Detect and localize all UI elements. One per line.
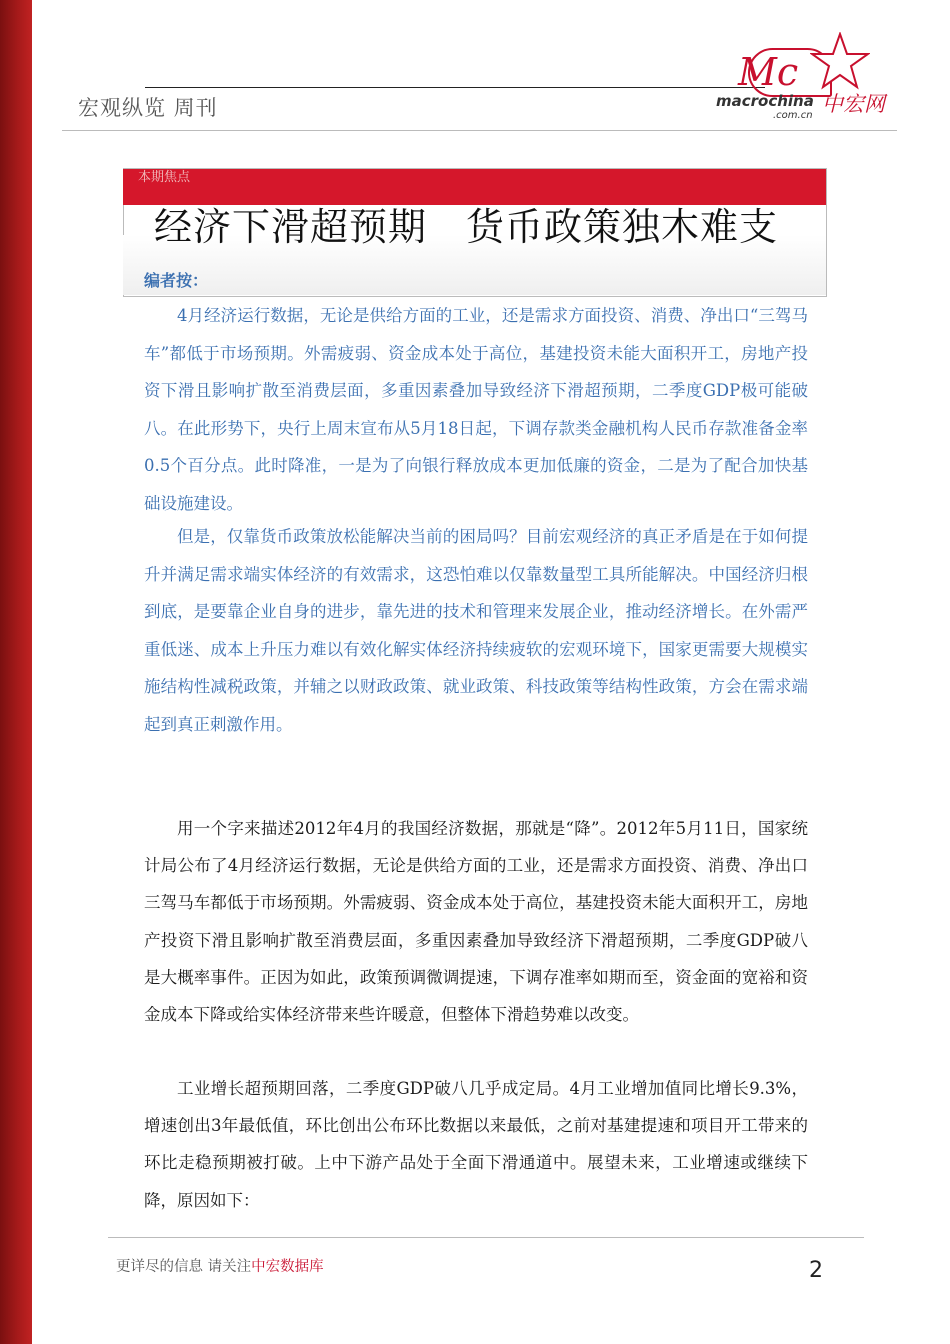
footer-prompt: 更详尽的信息 请关注 — [116, 1259, 252, 1275]
logo-mc-text: Mc — [738, 50, 799, 94]
footer-text — [116, 1255, 324, 1276]
left-decorative-band — [0, 0, 32, 1344]
logo-chinese-name: 中宏网 — [822, 92, 885, 116]
article-headline: 经济下滑超预期 货币政策独木难支 — [154, 205, 779, 249]
editor-note-paragraph: 但是，仅靠货币政策放松能解决当前的困局吗？目前宏观经济的真正矛盾是在于如何提升并满足需求端实体经济的有效需求，这恐怕难以仅靠数量型工具所能解决。中国经济归根到底，是要靠企业自身的进步，靠先进的技术和管理来发展企业，推动经济增长。在外需严重低迷、成本上升压力难以有效化解实体经济持续疲软的宏观环境下，国家更需要大规模实施结构性减税政策，并辅之以财政政策、就业政策、科技政策等结构性政策，方会在需求端起到真正刺激作用。 — [144, 527, 808, 734]
star-icon — [810, 32, 870, 92]
editor-note-paragraph: 4月经济运行数据，无论是供给方面的工业，还是需求方面投资、消费、净出口“三驾马车”都低于市场预期。外需疲弱、资金成本处于高位，基建投资未能大面积开工，房地产投资下滑且影响扩散至消费层面，多重因素叠加导致经济下滑超预期，二季度GDP极可能破八。在此形势下，央行上周末宣布从5月18日起，下调存款类金融机构人民币存款准备金率0.5个百分点。此时降准，一是为了向银行释放成本更加低廉的资金，二是为了配合加快基础设施建设。 — [144, 306, 808, 513]
focus-label: 本期焦点 — [138, 170, 191, 185]
page-number: 2 — [809, 1258, 823, 1283]
header-rule — [145, 87, 765, 88]
publication-title: 宏观纵览 周刊 — [78, 96, 218, 120]
logo-domain: macrochina — [716, 92, 814, 110]
database-link[interactable]: 中宏数据库 — [251, 1259, 324, 1275]
footer-rule — [108, 1237, 864, 1238]
logo-domain-suffix: .com.cn — [773, 110, 813, 121]
body-paragraph: 工业增长超预期回落，二季度GDP破八几乎成定局。4月工业增加值同比增长9.3%，增速创出3年最低值，环比创出公布环比数据以来最低，之前对基建提速和项目开工带来的环比走稳预期被打破。上中下游产品处于全面下滑通道中。展望未来，工业增速或继续下降，原因如下： — [144, 1079, 808, 1210]
header-divider — [62, 130, 897, 131]
editor-note-label: 编者按： — [144, 271, 209, 290]
body-paragraph: 用一个字来描述2012年4月的我国经济数据，那就是“降”。2012年5月11日，国家统计局公布了4月经济运行数据，无论是供给方面的工业，还是需求方面投资、消费、净出口三驾马车都低于市场预期。外需疲弱、资金成本处于高位，基建投资未能大面积开工，房地产投资下滑且影响扩散至消费层面，多重因素叠加导致经济下滑超预期，二季度GDP破八是大概率事件。正因为如此，政策预调微调提速，下调存准率如期而至，资金面的宽裕和资金成本下降或给实体经济带来些许暖意，但整体下滑趋势难以改变。 — [144, 819, 808, 1025]
